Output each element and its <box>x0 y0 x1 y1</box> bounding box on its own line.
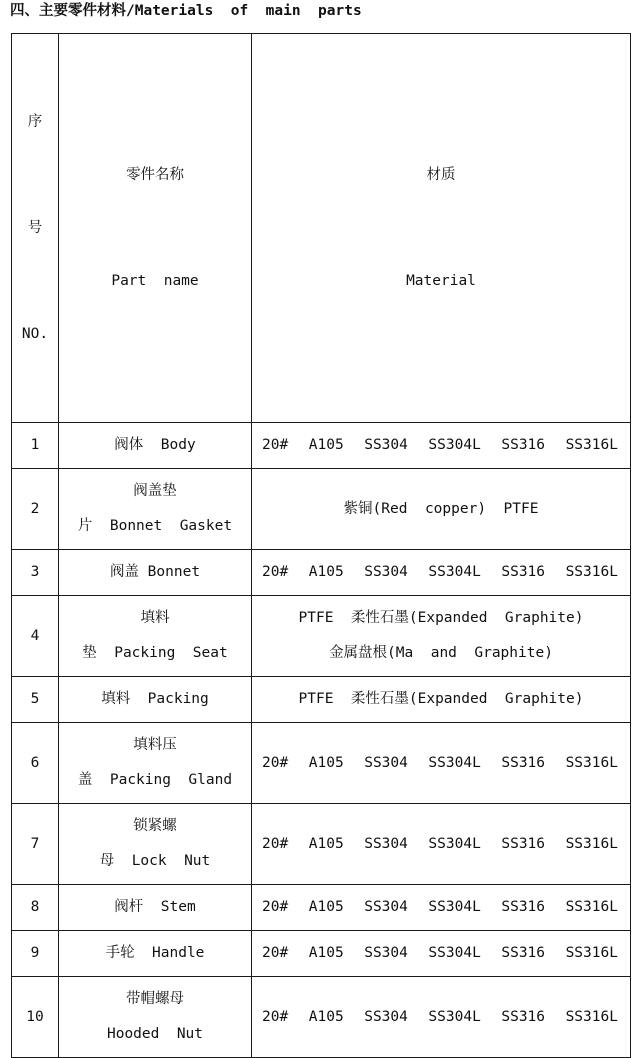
row-number-cell: 6 <box>12 723 59 804</box>
part-name-line: 盖 Packing Gland <box>77 772 233 788</box>
material-cell <box>252 977 631 1058</box>
material-item: SS304L <box>428 1008 481 1025</box>
material-item: 20# <box>262 437 289 453</box>
material-cell <box>252 885 631 931</box>
material-item: A105 <box>308 564 344 580</box>
part-name-cell <box>59 423 252 469</box>
material-item: SS316L <box>565 437 618 453</box>
material-item: SS316L <box>565 564 618 580</box>
material-list <box>252 746 630 781</box>
part-name-cell <box>59 469 252 550</box>
table-row <box>12 977 631 1058</box>
material-item: SS304L <box>428 754 481 771</box>
material-cell <box>252 723 631 804</box>
part-name-cell <box>59 931 252 977</box>
material-list <box>252 890 630 925</box>
material-list <box>252 827 630 862</box>
material-list <box>252 936 630 971</box>
material-item: SS316L <box>565 835 618 852</box>
part-name-line: 手轮 Handle <box>105 945 205 961</box>
row-number-cell: 10 <box>12 977 59 1058</box>
part-name-line: 填料 <box>140 610 170 626</box>
material-item: SS316 <box>501 754 546 771</box>
material-cell <box>252 423 631 469</box>
row-number-cell: 5 <box>12 677 59 723</box>
header-no-line-2: 号 <box>27 220 43 236</box>
material-text-line: PTFE 柔性石墨(Expanded Graphite) <box>298 610 584 626</box>
part-name-line: 填料压 <box>133 737 177 753</box>
material-cell <box>252 804 631 885</box>
material-item: SS304 <box>364 899 408 915</box>
material-list <box>252 1000 630 1035</box>
part-name-cell <box>59 550 252 596</box>
header-material-en: Material <box>406 273 476 289</box>
material-item: SS316 <box>501 564 546 580</box>
material-item: SS304L <box>428 835 481 852</box>
material-item: A105 <box>308 1008 344 1025</box>
part-name-cell <box>59 596 252 677</box>
material-item: 20# <box>262 945 289 961</box>
material-item: SS316 <box>501 1008 546 1025</box>
material-item: A105 <box>308 945 344 961</box>
material-item: SS316 <box>501 437 546 453</box>
table-row <box>12 804 631 885</box>
table-row <box>12 723 631 804</box>
table-row <box>12 931 631 977</box>
table-header-row <box>12 34 631 423</box>
table-row <box>12 885 631 931</box>
material-list <box>252 555 630 590</box>
material-cell <box>252 596 631 677</box>
material-item: A105 <box>308 437 344 453</box>
table-row <box>12 550 631 596</box>
table-row <box>12 423 631 469</box>
header-no-line-1: 序 <box>27 114 43 130</box>
material-item: SS304L <box>428 899 481 915</box>
material-item: A105 <box>308 899 344 915</box>
part-name-line: 阀盖 Bonnet <box>109 564 201 580</box>
table-row <box>12 469 631 550</box>
material-cell <box>252 677 631 723</box>
header-name-cell <box>59 34 252 423</box>
material-item: 20# <box>262 1008 289 1025</box>
material-item: SS304 <box>364 564 408 580</box>
part-name-cell <box>59 677 252 723</box>
header-no-line-3: NO. <box>21 326 49 342</box>
material-cell <box>252 550 631 596</box>
material-item: SS304 <box>364 1008 408 1025</box>
part-name-line: 带帽螺母 <box>126 991 184 1007</box>
material-item: SS316L <box>565 754 618 771</box>
part-name-line: 锁紧螺 <box>133 818 177 834</box>
material-item: SS316 <box>501 899 546 915</box>
material-cell <box>252 469 631 550</box>
part-name-line: 阀体 Body <box>114 437 196 453</box>
part-name-line: 阀杆 Stem <box>114 899 196 915</box>
material-item: SS304L <box>428 564 481 580</box>
header-material-zh: 材质 <box>426 167 456 183</box>
materials-table <box>11 33 631 1058</box>
table-row <box>12 596 631 677</box>
material-item: SS316L <box>565 945 618 961</box>
header-no-cell <box>12 34 59 423</box>
row-number-cell: 1 <box>12 423 59 469</box>
material-item: SS304L <box>428 437 481 453</box>
material-item: 20# <box>262 835 289 852</box>
header-material-cell <box>252 34 631 423</box>
row-number-cell: 2 <box>12 469 59 550</box>
material-text-line: 金属盘根(Ma and Graphite) <box>329 645 553 661</box>
part-name-cell <box>59 804 252 885</box>
material-text-line: PTFE 柔性石墨(Expanded Graphite) <box>298 691 584 707</box>
material-item: SS316 <box>501 835 546 852</box>
row-number-cell: 3 <box>12 550 59 596</box>
material-item: 20# <box>262 754 289 771</box>
material-cell <box>252 931 631 977</box>
material-item: A105 <box>308 754 344 771</box>
material-item: SS316L <box>565 1008 618 1025</box>
material-item: 20# <box>262 564 289 580</box>
material-item: SS316 <box>501 945 546 961</box>
row-number-cell: 9 <box>12 931 59 977</box>
material-item: SS304 <box>364 437 408 453</box>
material-item: SS304 <box>364 754 408 771</box>
part-name-line: 填料 Packing <box>101 691 209 707</box>
part-name-cell <box>59 885 252 931</box>
row-number-cell: 8 <box>12 885 59 931</box>
row-number-cell: 7 <box>12 804 59 885</box>
material-item: SS316L <box>565 899 618 915</box>
part-name-line: Hooded Nut <box>106 1026 204 1042</box>
table-row <box>12 677 631 723</box>
material-item: 20# <box>262 899 289 915</box>
part-name-line: 母 Lock Nut <box>99 853 211 869</box>
material-item: SS304 <box>364 945 408 961</box>
part-name-line: 片 Bonnet Gasket <box>77 518 233 534</box>
section-title: 四、主要零件材料/Materials of main parts <box>10 3 362 19</box>
part-name-line: 阀盖垫 <box>133 483 177 499</box>
material-item: SS304 <box>364 835 408 852</box>
part-name-cell <box>59 977 252 1058</box>
material-item: A105 <box>308 835 344 852</box>
material-list <box>252 428 630 463</box>
header-name-en: Part name <box>111 273 199 289</box>
part-name-cell <box>59 723 252 804</box>
part-name-line: 垫 Packing Seat <box>82 645 228 661</box>
header-name-zh: 零件名称 <box>126 167 184 183</box>
material-text-line: 紫铜(Red copper) PTFE <box>343 500 539 517</box>
material-item: SS304L <box>428 945 481 961</box>
row-number-cell: 4 <box>12 596 59 677</box>
